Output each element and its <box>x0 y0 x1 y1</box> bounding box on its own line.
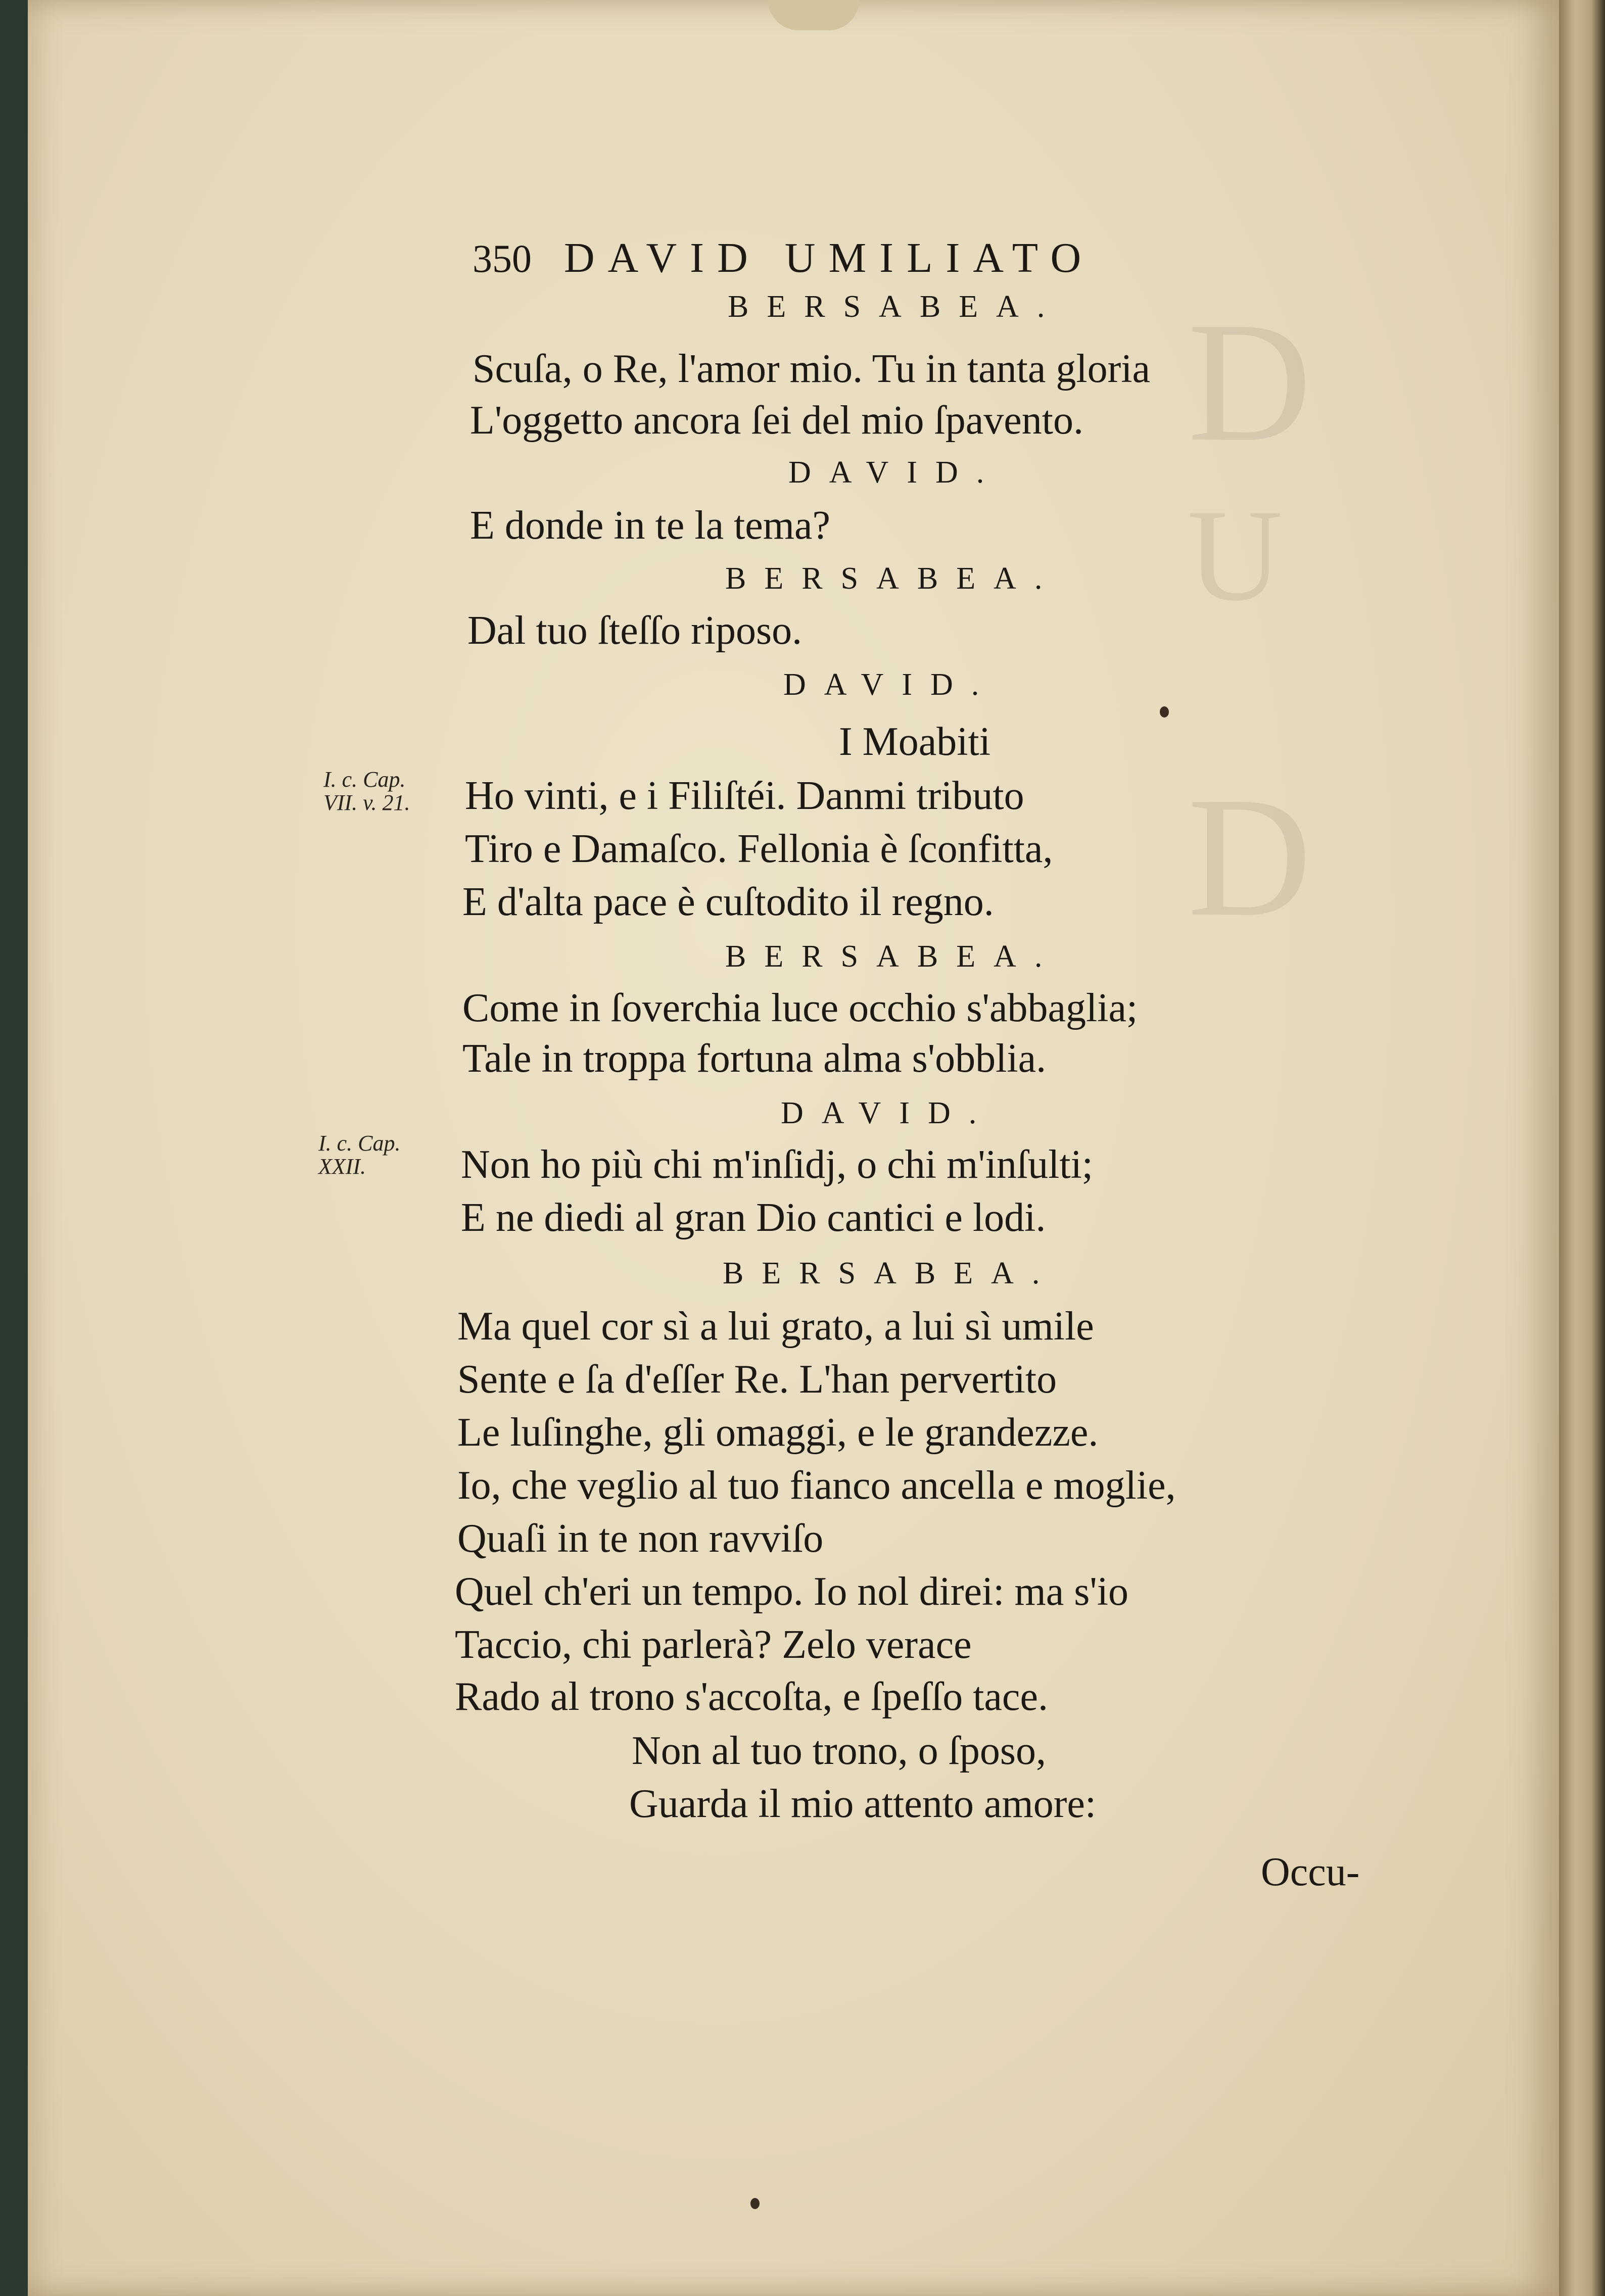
speaker-heading: BERSABEA. <box>725 939 1061 974</box>
verse-line: Tiro e Damaſco. Fellonia è ſconfitta, <box>465 827 1053 871</box>
verse-line: E ne diedi al gran Dio cantici e lodi. <box>461 1195 1046 1240</box>
page-number: 350 <box>473 236 532 280</box>
verse-line: Come in ſoverchia luce occhio s'abbaglia; <box>462 986 1138 1030</box>
verse-line: Le luſinghe, gli omaggi, e le grandezze. <box>457 1410 1099 1455</box>
margin-note: I. c. Cap. <box>318 1131 401 1156</box>
verse-line: Rado al trono s'accoſta, e ſpeſſo tace. <box>455 1675 1048 1719</box>
verse-line: Quel ch'eri un tempo. Io nol direi: ma s'io <box>455 1569 1128 1614</box>
verse-line: Non ho più chi m'inſidj, o chi m'inſulti; <box>461 1142 1094 1187</box>
verse-line: Dal tuo ſteſſo riposo. <box>467 608 802 653</box>
verse-line: Scuſa, o Re, l'amor mio. Tu in tanta gloria <box>473 347 1150 391</box>
speaker-heading: DAVID. <box>783 667 998 702</box>
running-title: DAVID UMILIATO <box>564 234 1095 281</box>
verse-line: Guarda il mio attento amore: <box>629 1782 1097 1826</box>
verse-line: L'oggetto ancora ſei del mio ſpavento. <box>470 398 1084 443</box>
running-header <box>473 233 1094 282</box>
verse-line: Taccio, chi parlerà? Zelo verace <box>455 1622 972 1667</box>
catchword: Occu- <box>1261 1850 1360 1894</box>
margin-note: VII. v. 21. <box>323 790 410 815</box>
verse-line: I Moabiti <box>839 720 990 764</box>
verse-line: E donde in te la tema? <box>470 503 831 548</box>
verse-line: Tale in troppa fortuna alma s'obblia. <box>462 1036 1047 1081</box>
speaker-heading: DAVID. <box>781 1096 995 1130</box>
speaker-heading: BERSABEA. <box>728 290 1063 324</box>
speaker-heading: BERSABEA. <box>723 1256 1058 1290</box>
margin-note: I. c. Cap. <box>323 767 406 792</box>
verse-line: Non al tuo trono, o ſposo, <box>632 1729 1046 1773</box>
page-edge <box>1559 0 1605 2296</box>
speaker-heading: BERSABEA. <box>725 561 1061 596</box>
margin-note: XXII. <box>318 1154 366 1179</box>
ink-dot <box>750 2198 760 2209</box>
verse-line: Ma quel cor sì a lui grato, a lui sì umile <box>457 1304 1094 1349</box>
speaker-heading: DAVID. <box>788 455 1003 490</box>
ink-dot <box>1160 706 1169 718</box>
verse-line: Ho vinti, e i Filiſtéi. Danmi tributo <box>465 774 1024 818</box>
verse-line: E d'alta pace è cuſtodito il regno. <box>462 880 994 924</box>
verse-line: Quaſi in te non ravviſo <box>457 1516 824 1561</box>
verse-line: Sente e ſa d'eſſer Re. L'han pervertito <box>457 1357 1057 1402</box>
verse-line: Io, che veglio al tuo fianco ancella e moglie, <box>457 1463 1176 1508</box>
